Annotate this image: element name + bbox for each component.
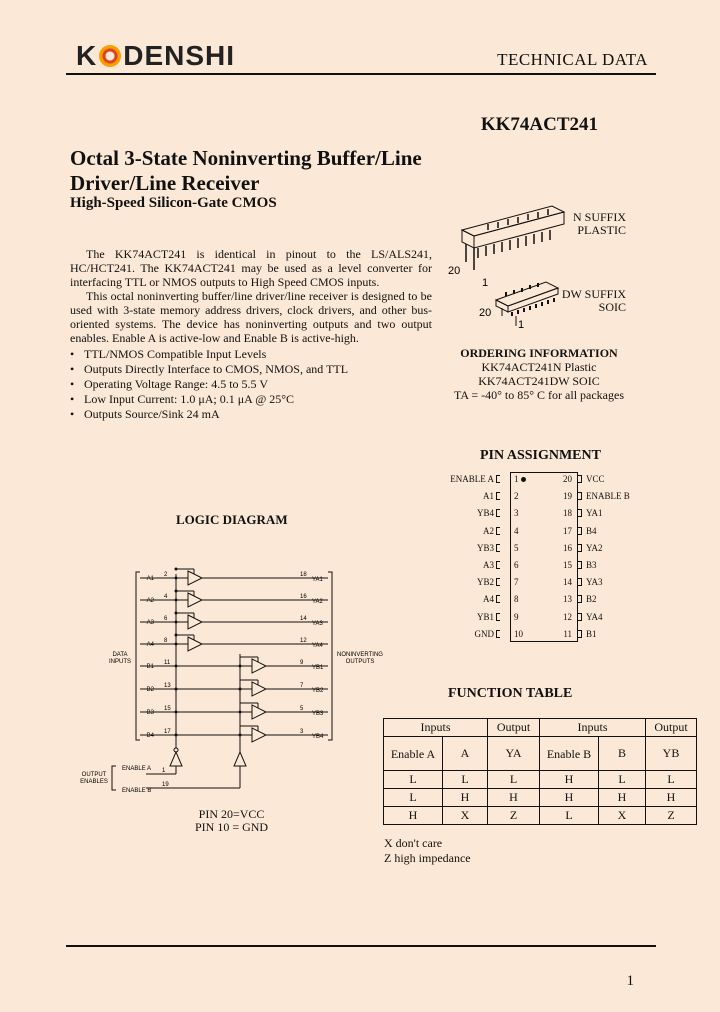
pin-left-8 [400,591,519,608]
outputs-label: OUTPUTS [345,659,375,665]
ft-cell: L [599,771,646,789]
enable-a-label: ENABLE A [122,766,152,772]
gate-input-label: A2 [146,598,154,604]
gate-output-pin: 14 [300,616,307,622]
feature-item: • Outputs Source/Sink 24 mA [70,407,348,422]
logo-circle-icon [99,45,121,67]
pin-right-20 [560,471,660,488]
feature-item: • Outputs Directly Interface to CMOS, NMOS, and TTL [70,362,348,377]
ft-cell: Z [646,807,697,825]
pin1-marker-icon [521,477,526,482]
enable-b-buffer-icon [234,752,246,766]
ft-col-yb: YB [646,737,697,771]
pin-stub-icon [496,492,500,500]
ordering-line: KK74ACT241N Plastic [481,360,597,374]
pin-right-14 [560,574,660,591]
dip-package-drawing [448,200,568,290]
footer-rule [66,945,656,947]
gate-output-label: YA1 [312,577,323,583]
pin-name: YA1 [586,508,603,519]
ft-col-a: A [443,737,488,771]
feature-list [70,347,348,422]
junction-dot [175,734,178,737]
pin-name: YB2 [476,577,494,588]
pin-number: 16 [563,542,572,553]
pin-name: YB1 [476,611,494,622]
pin-right-16 [560,540,660,557]
pin-number: 19 [563,491,572,502]
logic-diagram-heading: LOGIC DIAGRAM [176,512,288,527]
ft-cell: H [540,789,599,807]
pin-stub-icon [496,475,500,483]
pin-name: YA2 [586,542,603,553]
title-line-1: Octal 3-State Noninverting Buffer/Line [70,146,422,170]
ordering-information [440,346,638,402]
pin-name: YA4 [586,611,603,622]
ft-col-ya: YA [488,737,540,771]
pin-stub-icon [578,613,582,621]
pin-name: B4 [586,525,597,536]
soic-package-drawing [476,278,566,330]
data-inputs-label: DATA [112,652,128,658]
pin-number: 14 [563,577,572,588]
function-table-heading: FUNCTION TABLE [448,686,573,701]
buffer-gate-icon [252,682,266,696]
junction-dot [239,711,242,714]
junction-dot [175,711,178,714]
gate-input-pin: 4 [164,594,168,600]
description-para-1: The KK74ACT241 is identical in pinout to the LS/ALS241, HC/HCT241. The KK74ACT241 may be used as a level converter for interfacing TTL or NMOS outputs to High Speed CMOS inputs. [70,247,432,289]
gate-output-pin: 16 [300,594,307,600]
ft-cell: Z [488,807,540,825]
junction-dot [175,590,178,593]
junction-dot [239,734,242,737]
ft-cell: H [646,789,697,807]
pin-stub-icon [578,595,582,603]
pin-left-10 [400,626,523,643]
pin-number: 12 [563,611,572,622]
gate-output-label: YB4 [312,734,324,740]
junction-dot [175,577,178,580]
dw-suffix-name: DW SUFFIX [561,287,626,301]
gate-output-label: YB1 [312,665,324,671]
pin-number: 18 [563,508,572,519]
gate-input-label: B4 [146,733,154,739]
pin-number: 15 [563,560,572,570]
pin-number: 9 [514,611,519,622]
page-title [70,146,450,196]
pin-stub-icon [496,613,500,621]
pin-name: A3 [483,560,494,570]
pin-stub-icon [578,561,582,569]
gate-input-label: A3 [146,620,154,626]
ft-col-enable-b: Enable B [540,737,599,771]
pin-left-2 [400,488,519,505]
ft-cell: H [599,789,646,807]
pin-stub-icon [578,527,582,535]
feature-item: • Operating Voltage Range: 4.5 to 5.5 V [70,377,348,392]
buffer-gate-icon [188,637,202,651]
gate-output-label: YA2 [312,599,323,605]
pin-stub-icon [578,492,582,500]
pin-name: YB3 [476,542,494,553]
pin-number: 20 [563,474,572,484]
pin-name: GND [474,628,494,639]
gate-output-pin: 12 [300,638,307,644]
pin-number: 7 [514,577,519,588]
gate-output-label: YB2 [312,688,324,694]
note-high-impedance: Z high impedance [384,851,471,865]
ft-cell: L [384,789,443,807]
dip-pin1-label: 1 [482,277,489,289]
pin-stub-icon [496,527,500,535]
junction-dot [175,599,178,602]
output-enables-label: OUTPUT [81,772,107,778]
ft-cell: X [443,807,488,825]
ordering-heading: ORDERING INFORMATION [460,346,618,360]
pin-stub-icon [578,630,582,638]
gate-input-label: B1 [146,664,154,670]
pin-right-17 [560,523,660,540]
enable-b-pin: 19 [162,782,169,788]
output-enables-bracket [112,766,116,790]
ft-cell: L [443,771,488,789]
pin-name: A1 [483,491,494,502]
soic-pin20-label: 20 [479,307,492,319]
junction-dot [175,634,178,637]
buffer-gate-icon [188,593,202,607]
technical-data-label: TECHNICAL DATA [497,50,648,69]
pin-name: ENABLE B [586,491,630,502]
pin-stub-icon [496,509,500,517]
ft-col-enable-a: Enable A [384,737,443,771]
pin-left-1 [400,471,519,488]
n-suffix-label [573,211,626,237]
logic-diagram [76,560,406,800]
dip-pin20-label: 20 [448,265,461,277]
ft-cell: H [443,789,488,807]
pin-stub-icon [496,544,500,552]
ft-output-header-a: Output [488,719,540,737]
ft-cell: L [540,807,599,825]
n-suffix-name: N SUFFIX [572,210,626,224]
pin-stub-icon [578,509,582,517]
dw-suffix-type: SOIC [598,300,626,314]
junction-dot [175,568,178,571]
n-suffix-type: PLASTIC [577,223,626,237]
dw-suffix-label [562,288,626,314]
pin-number: 11 [563,628,572,639]
gate-input-label: B2 [146,687,154,693]
buffer-gate-icon [188,571,202,585]
pin-right-19 [560,488,660,505]
pin-left-4 [400,523,519,540]
gate-input-label: A4 [146,642,154,648]
ft-cell: L [646,771,697,789]
pin-stub-icon [578,475,582,483]
ft-cell: X [599,807,646,825]
data-inputs-bracket [136,572,140,740]
ft-inputs-header-b: Inputs [540,719,646,737]
gate-output-pin: 18 [300,572,307,578]
page-number: 1 [626,973,634,989]
junction-dot [175,621,178,624]
pin-number: 5 [514,542,519,553]
junction-dot [175,665,178,668]
pin-number: 13 [563,594,572,605]
ft-cell: H [540,771,599,789]
pin-name: YB4 [476,508,494,519]
junction-dot [175,643,178,646]
description [70,247,432,345]
gate-input-pin: 13 [164,683,171,689]
pin-stub-icon [578,578,582,586]
gate-input-pin: 6 [164,616,168,622]
pin-notes [195,808,268,834]
part-number: KK74ACT241 [480,114,598,135]
gate-input-pin: 17 [164,729,171,735]
pin20-note: PIN 20=VCC [198,807,265,821]
gate-output-pin: 3 [300,729,304,735]
ft-cell: L [384,771,443,789]
gate-output-pin: 9 [300,660,304,666]
buffer-gate-icon [252,728,266,742]
ft-cell: L [488,771,540,789]
gate-output-label: YA4 [312,643,323,649]
pin-name: B1 [586,628,597,639]
gate-input-pin: 11 [164,660,171,666]
ft-inputs-header-a: Inputs [384,719,488,737]
pin-number: 2 [514,491,519,502]
pin-left-9 [400,609,519,626]
logo-wordmark: DENSHI [123,40,236,71]
pin-stub-icon [496,578,500,586]
pin-stub-icon [496,630,500,638]
title-line-2: Driver/Line Receiver [70,171,260,195]
pin-name: B3 [586,560,597,570]
pin-name: VCC [586,474,605,484]
pin-name: B2 [586,594,597,605]
feature-item: • TTL/NMOS Compatible Input Levels [70,347,348,362]
buffer-gate-icon [188,615,202,629]
soic-pin1-label: 1 [518,319,525,330]
output-enables-label: ENABLES [80,779,108,785]
pin-right-11 [560,626,660,643]
pin10-note: PIN 10 = GND [195,820,269,834]
function-table [383,718,697,825]
gate-input-label: A1 [146,576,154,582]
description-para-2: This octal noninverting buffer/line driver/line receiver is designed to be used with 3-state memory address drivers, clock drivers, and other bus-oriented systems. The device has noninverting outputs and two output enables. Enable A is active-low and Enable B is active-high. [70,289,432,345]
pin-number: 1 [514,474,519,484]
gate-output-label: YA3 [312,621,323,627]
ft-cell: H [384,807,443,825]
pin-left-6 [400,557,519,574]
page-subtitle: High-Speed Silicon-Gate CMOS [70,195,277,211]
pin-right-15 [560,557,660,574]
data-inputs-label: INPUTS [108,659,132,665]
pin-left-5 [400,540,519,557]
pin-stub-icon [578,544,582,552]
enable-a-pin: 1 [162,768,166,774]
pin-assignment-heading: PIN ASSIGNMENT [480,448,601,463]
gate-output-pin: 7 [300,683,304,689]
ft-col-b: B [599,737,646,771]
junction-dot [239,688,242,691]
pin-left-3 [400,505,519,522]
ft-output-header-b: Output [646,719,697,737]
gate-output-pin: 5 [300,706,304,712]
ft-cell: H [488,789,540,807]
outputs-bracket [328,572,332,740]
pin-name: ENABLE A [450,474,494,484]
pin-number: 3 [514,508,519,519]
gate-input-label: B3 [146,710,154,716]
pin-stub-icon [496,595,500,603]
outputs-label: NONINVERTING [337,652,383,658]
pin-right-13 [560,591,660,608]
enable-b-label: ENABLE B [122,788,152,794]
buffer-gate-icon [252,659,266,673]
company-logo [76,40,235,72]
pin-right-18 [560,505,660,522]
feature-item: • Low Input Current: 1.0 μA; 0.1 μA @ 25°C [70,392,348,407]
pin-left-7 [400,574,519,591]
function-table-notes [384,836,471,866]
pin-number: 4 [514,525,519,536]
ordering-line: TA = -40° to 85° C for all packages [453,388,625,402]
gate-input-pin: 2 [164,572,168,578]
buffer-gate-icon [252,705,266,719]
pin-number: 10 [514,628,523,639]
logo-letter-k: K [76,40,98,71]
junction-dot [175,612,178,615]
pin-right-12 [560,609,660,626]
note-dont-care: X don't care [384,836,443,850]
pin-name: A4 [483,594,494,605]
header-rule [66,73,656,75]
ordering-line: KK74ACT241DW SOIC [478,374,600,388]
gate-output-label: YB3 [312,711,324,717]
enable-a-buffer-icon [170,752,182,766]
pin-stub-icon [496,561,500,569]
gate-input-pin: 15 [164,706,171,712]
junction-dot [239,665,242,668]
junction-dot [175,688,178,691]
pin-name: YA3 [586,577,603,588]
pin-number: 8 [514,594,519,605]
gate-input-pin: 8 [164,638,168,644]
pin-name: A2 [483,525,494,536]
pin-number: 6 [514,560,519,570]
pin-number: 17 [563,525,572,536]
